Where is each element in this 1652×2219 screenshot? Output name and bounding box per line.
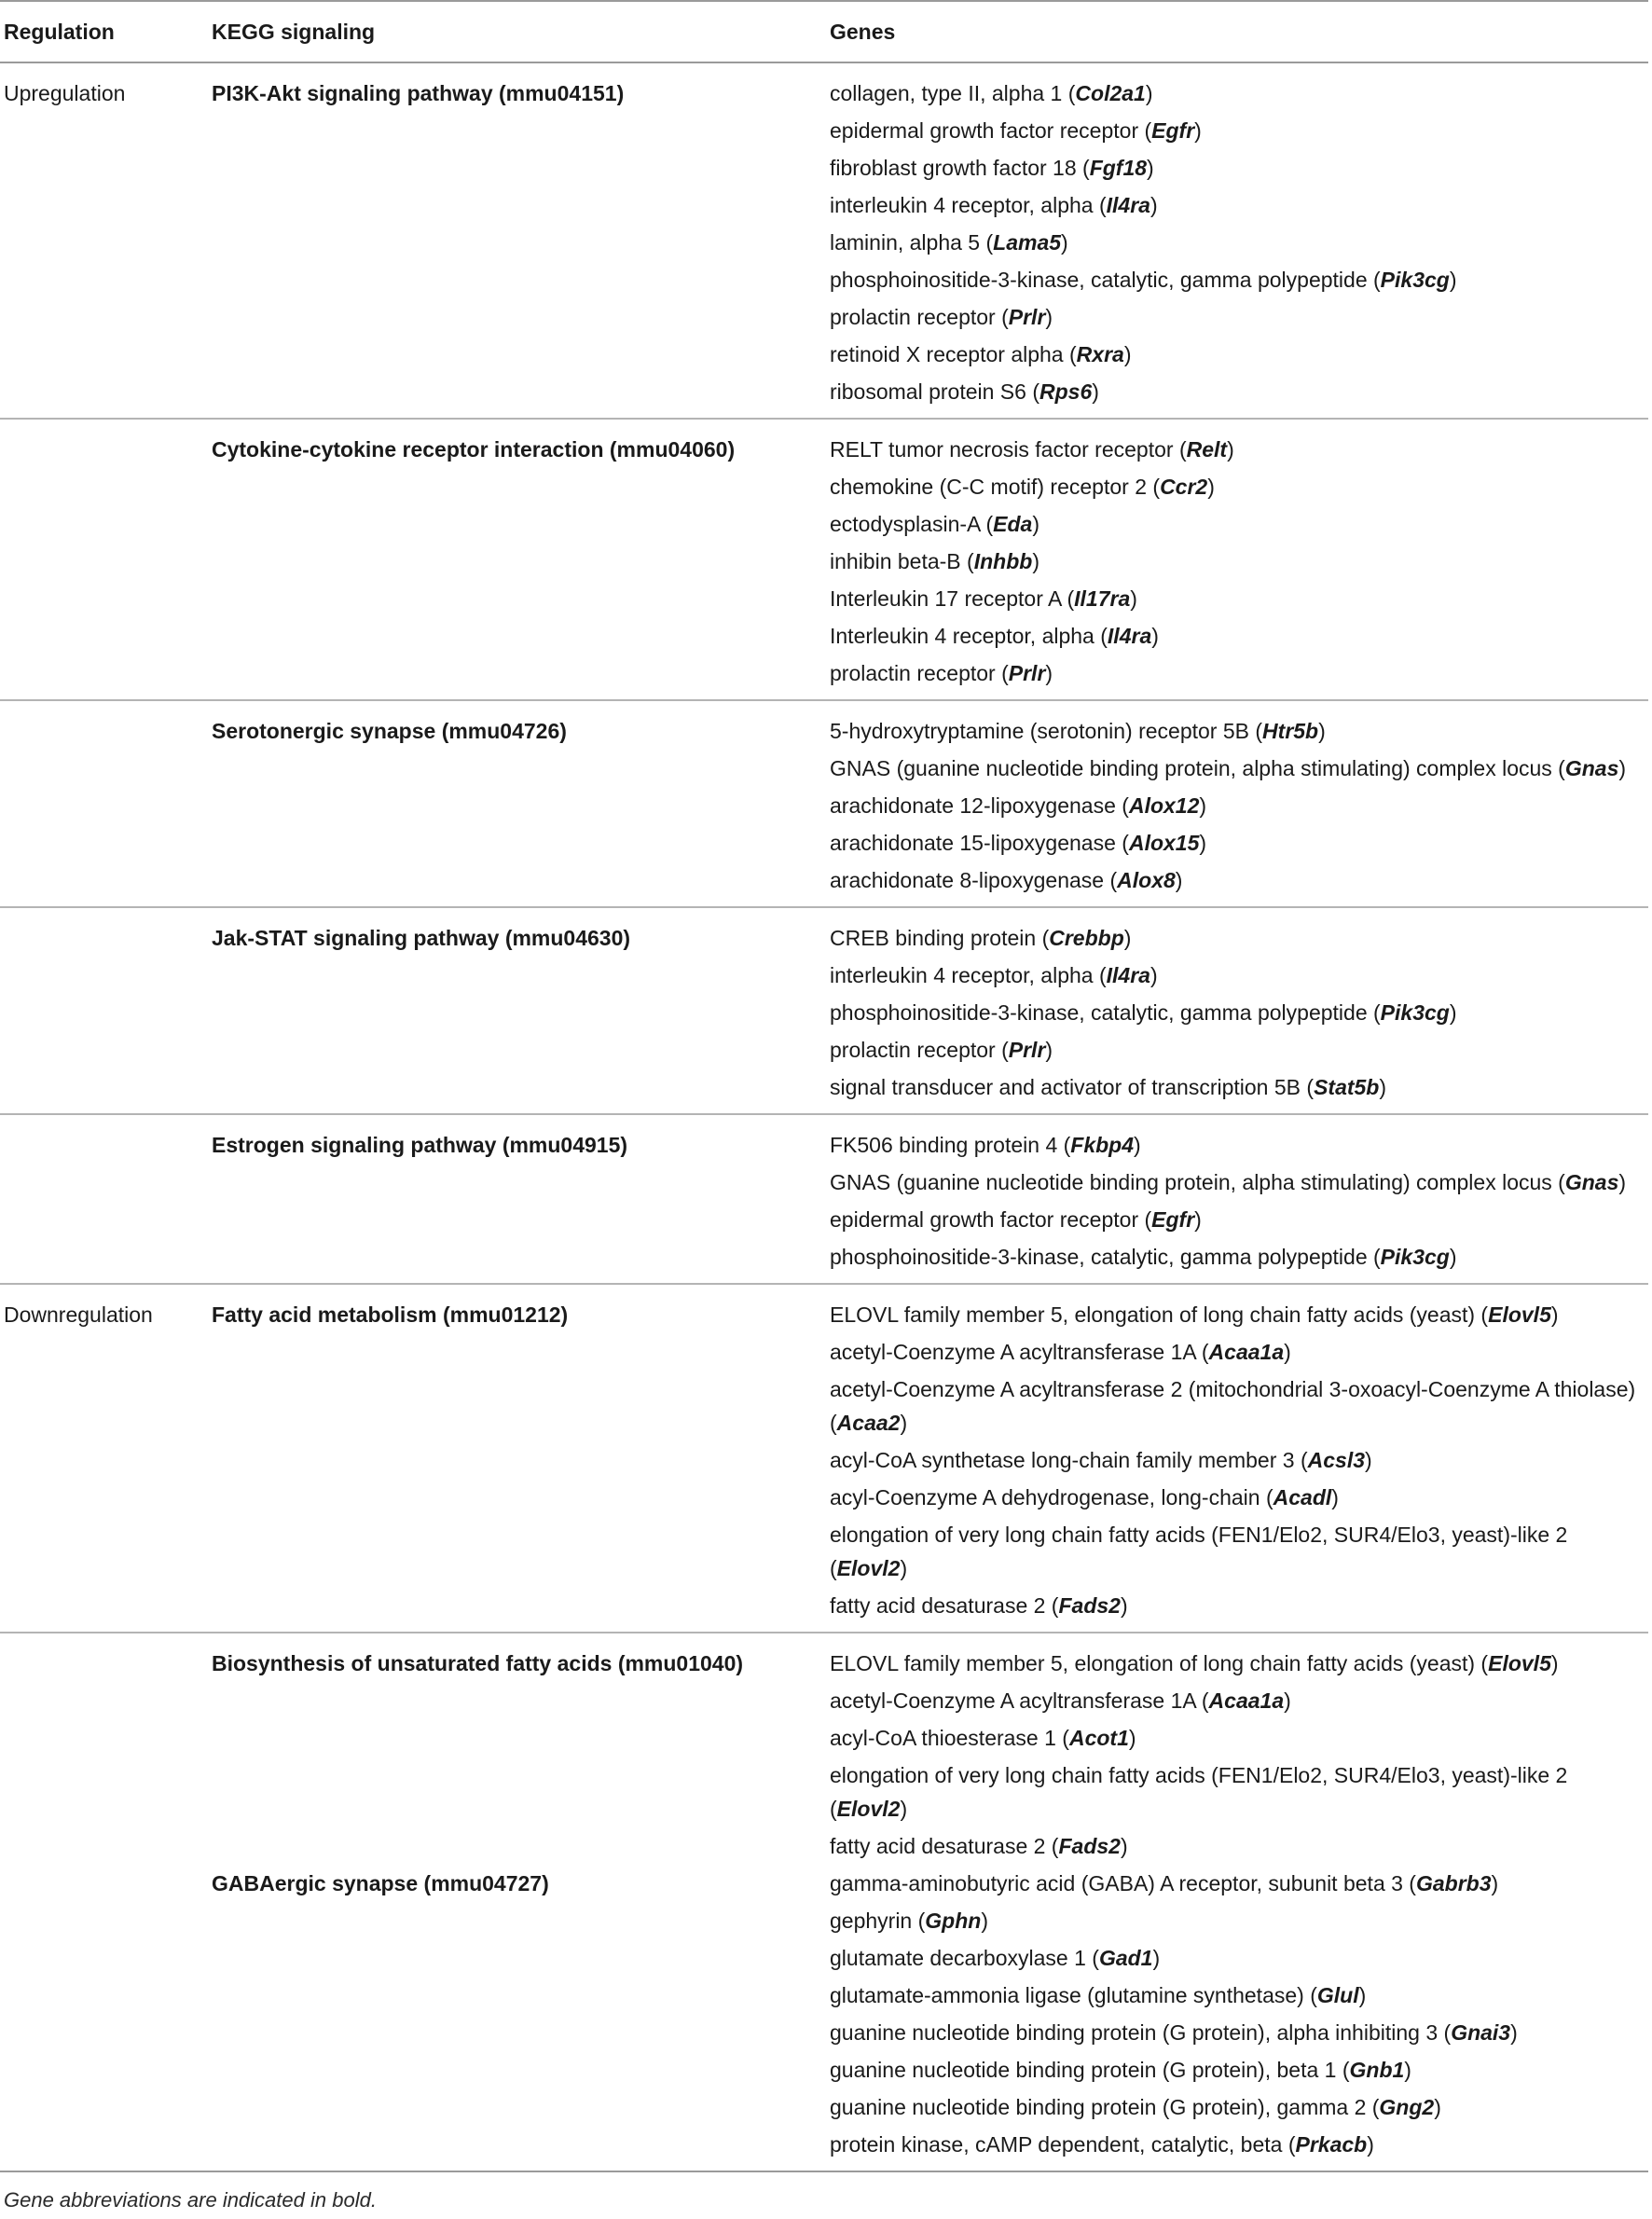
gene-name: prolactin receptor [830, 1038, 996, 1062]
gene-symbol: Alox15 [1128, 831, 1200, 855]
gene-entry: epidermal growth factor receptor (Egfr) [830, 1207, 1202, 1232]
genes-cell [830, 1865, 1648, 2171]
gene-symbol: Eda [993, 512, 1033, 536]
genes-cell [830, 62, 1648, 419]
gene-symbol: Gnas [1564, 1170, 1619, 1194]
gene-name: signal transducer and activator of transcription 5B [830, 1075, 1301, 1099]
gene-symbol: Stat5b [1314, 1075, 1380, 1099]
gene-entry: arachidonate 12-lipoxygenase (Alox12) [830, 793, 1207, 818]
gene-entry: fibroblast growth factor 18 (Fgf18) [830, 156, 1154, 180]
gene-symbol: Gabrb3 [1415, 1871, 1492, 1895]
gene-name: phosphoinositide-3-kinase, catalytic, gamma polypeptide [830, 1245, 1368, 1269]
table-row [0, 62, 1648, 419]
gene-name: FK506 binding protein 4 [830, 1133, 1058, 1157]
gene-symbol: Glul [1316, 1983, 1359, 2007]
gene-entry: epidermal growth factor receptor (Egfr) [830, 118, 1202, 143]
table-row [0, 419, 1648, 700]
gene-name: fatty acid desaturase 2 [830, 1834, 1046, 1858]
header-regulation: Regulation [0, 1, 212, 62]
gene-name: gephyrin [830, 1909, 913, 1933]
genes-cell [830, 1633, 1648, 1865]
gene-symbol: Acot1 [1068, 1726, 1129, 1750]
gene-name: arachidonate 12-lipoxygenase [830, 793, 1116, 818]
gene-symbol: Prlr [1008, 1038, 1046, 1062]
gene-name: glutamate-ammonia ligase (glutamine synthetase) [830, 1983, 1304, 2007]
gene-name: guanine nucleotide binding protein (G protein), alpha inhibiting 3 [830, 2020, 1439, 2045]
table-header [0, 1, 1648, 62]
gene-symbol: Prlr [1008, 305, 1046, 329]
gene-name: acetyl-Coenzyme A acyltransferase 1A [830, 1340, 1196, 1364]
gene-entry: acetyl-Coenzyme A acyltransferase 2 (mitochondrial 3-oxoacyl-Coenzyme A thiolase) (Acaa2) [830, 1377, 1636, 1435]
gene-entry: acyl-CoA thioesterase 1 (Acot1) [830, 1726, 1136, 1750]
table-row [0, 1633, 1648, 1865]
table-row [0, 907, 1648, 1114]
table-row [0, 700, 1648, 907]
gene-name: guanine nucleotide binding protein (G protein), gamma 2 [830, 2095, 1367, 2119]
gene-entry: glutamate decarboxylase 1 (Gad1) [830, 1946, 1161, 1970]
genes-cell [830, 1284, 1648, 1633]
gene-name: acyl-CoA thioesterase 1 [830, 1726, 1056, 1750]
gene-symbol: Inhbb [973, 549, 1033, 573]
gene-entry: Interleukin 17 receptor A (Il17ra) [830, 586, 1137, 611]
gene-name: Interleukin 17 receptor A [830, 586, 1062, 611]
gene-symbol: Relt [1186, 437, 1228, 462]
gene-name: phosphoinositide-3-kinase, catalytic, gamma polypeptide [830, 268, 1368, 292]
gene-symbol: Gng2 [1379, 2095, 1435, 2119]
gene-name: interleukin 4 receptor, alpha [830, 193, 1094, 217]
gene-entry: interleukin 4 receptor, alpha (Il4ra) [830, 963, 1158, 987]
gene-entry: arachidonate 15-lipoxygenase (Alox15) [830, 831, 1207, 855]
gene-name: laminin, alpha 5 [830, 230, 981, 255]
gene-entry: retinoid X receptor alpha (Rxra) [830, 342, 1132, 366]
gene-symbol: Acaa1a [1208, 1340, 1285, 1364]
gene-name: protein kinase, cAMP dependent, catalytic, beta [830, 2132, 1283, 2157]
pathway-cell: Biosynthesis of unsaturated fatty acids (mmu01040) [212, 1651, 744, 1675]
gene-symbol: Gphn [925, 1909, 982, 1933]
gene-name: elongation of very long chain fatty acids (FEN1/Elo2, SUR4/Elo3, yeast)-like 2 [830, 1763, 1568, 1787]
gene-name: ELOVL family member 5, elongation of long chain fatty acids (yeast) [830, 1651, 1476, 1675]
gene-symbol: Pik3cg [1380, 268, 1450, 292]
genes-cell [830, 419, 1648, 700]
gene-entry: ELOVL family member 5, elongation of long chain fatty acids (yeast) (Elovl5) [830, 1302, 1559, 1327]
gene-symbol: Pik3cg [1380, 1245, 1450, 1269]
pathway-cell: Cytokine-cytokine receptor interaction (mmu04060) [212, 419, 830, 700]
gene-symbol: Fads2 [1058, 1834, 1121, 1858]
gene-name: ectodysplasin-A [830, 512, 981, 536]
gene-symbol: Htr5b [1262, 719, 1319, 743]
gene-symbol: Acsl3 [1307, 1448, 1365, 1472]
gene-entry: prolactin receptor (Prlr) [830, 1038, 1053, 1062]
regulation-cell [0, 419, 212, 700]
gene-name: GNAS (guanine nucleotide binding protein, alpha stimulating) complex locus [830, 1170, 1552, 1194]
gene-symbol: Il4ra [1107, 624, 1152, 648]
regulation-cell [0, 1114, 212, 1284]
gene-name: inhibin beta-B [830, 549, 961, 573]
gene-name: glutamate decarboxylase 1 [830, 1946, 1086, 1970]
gene-entry: chemokine (C-C motif) receptor 2 (Ccr2) [830, 475, 1215, 499]
gene-symbol: Elovl2 [836, 1556, 901, 1580]
gene-name: acyl-CoA synthetase long-chain family member 3 [830, 1448, 1295, 1472]
gene-symbol: Il17ra [1074, 586, 1131, 611]
gene-symbol: Acaa1a [1208, 1688, 1285, 1713]
gene-entry: phosphoinositide-3-kinase, catalytic, gamma polypeptide (Pik3cg) [830, 1245, 1457, 1269]
gene-name: epidermal growth factor receptor [830, 118, 1139, 143]
gene-symbol: Elovl2 [836, 1797, 901, 1821]
table-footnote: Gene abbreviations are indicated in bold. [4, 2188, 377, 2212]
gene-entry: guanine nucleotide binding protein (G protein), gamma 2 (Gng2) [830, 2095, 1441, 2119]
gene-name: acetyl-Coenzyme A acyltransferase 2 (mitochondrial 3-oxoacyl-Coenzyme A thiolase) [830, 1377, 1636, 1401]
regulation-cell [0, 700, 212, 907]
regulation-cell: Downregulation [0, 1284, 212, 1633]
header-genes: Genes [830, 1, 1648, 62]
gene-name: arachidonate 8-lipoxygenase [830, 868, 1105, 892]
gene-symbol: Gad1 [1098, 1946, 1153, 1970]
gene-entry: glutamate-ammonia ligase (glutamine synthetase) (Glul) [830, 1983, 1367, 2007]
pathway-cell: PI3K-Akt signaling pathway (mmu04151) [212, 62, 830, 419]
gene-symbol: Prlr [1008, 661, 1046, 685]
gene-name: phosphoinositide-3-kinase, catalytic, gamma polypeptide [830, 1000, 1368, 1025]
gene-entry: ELOVL family member 5, elongation of long chain fatty acids (yeast) (Elovl5) [830, 1651, 1559, 1675]
gene-symbol: Gnai3 [1451, 2020, 1511, 2045]
gene-symbol: Col2a1 [1075, 81, 1146, 105]
gene-entry: signal transducer and activator of transcription 5B (Stat5b) [830, 1075, 1387, 1099]
gene-name: collagen, type II, alpha 1 [830, 81, 1063, 105]
gene-entry: fatty acid desaturase 2 (Fads2) [830, 1834, 1128, 1858]
gene-entry: inhibin beta-B (Inhbb) [830, 549, 1039, 573]
gene-name: retinoid X receptor alpha [830, 342, 1064, 366]
gene-entry: acyl-CoA synthetase long-chain family member 3 (Acsl3) [830, 1448, 1372, 1472]
genes-cell [830, 1114, 1648, 1284]
gene-name: epidermal growth factor receptor [830, 1207, 1139, 1232]
gene-entry: prolactin receptor (Prlr) [830, 305, 1053, 329]
gene-name: CREB binding protein [830, 926, 1037, 950]
gene-symbol: Fgf18 [1089, 156, 1148, 180]
gene-entry: 5-hydroxytryptamine (serotonin) receptor 5B (Htr5b) [830, 719, 1326, 743]
gene-symbol: Alox12 [1128, 793, 1200, 818]
gene-symbol: Elovl5 [1488, 1302, 1551, 1327]
pathway-cell: Fatty acid metabolism (mmu01212) [212, 1284, 830, 1633]
gene-entry: arachidonate 8-lipoxygenase (Alox8) [830, 868, 1183, 892]
gene-entry: elongation of very long chain fatty acids (FEN1/Elo2, SUR4/Elo3, yeast)-like 2 (Elovl2) [830, 1763, 1568, 1821]
gene-symbol: Prkacb [1295, 2132, 1368, 2157]
gene-entry: ribosomal protein S6 (Rps6) [830, 379, 1099, 404]
gene-name: fatty acid desaturase 2 [830, 1593, 1046, 1618]
gene-symbol: Il4ra [1106, 963, 1150, 987]
gene-entry: gamma-aminobutyric acid (GABA) A receptor, subunit beta 3 (Gabrb3) [830, 1871, 1499, 1895]
gene-symbol: Fkbp4 [1070, 1133, 1135, 1157]
gene-entry: acyl-Coenzyme A dehydrogenase, long-chain (Acadl) [830, 1485, 1339, 1509]
gene-entry: acetyl-Coenzyme A acyltransferase 1A (Acaa1a) [830, 1688, 1291, 1713]
gene-name: ELOVL family member 5, elongation of long chain fatty acids (yeast) [830, 1302, 1476, 1327]
pathway-cell: Jak-STAT signaling pathway (mmu04630) [212, 907, 830, 1114]
gene-name: prolactin receptor [830, 661, 996, 685]
gene-name: arachidonate 15-lipoxygenase [830, 831, 1116, 855]
gene-symbol: Elovl5 [1488, 1651, 1551, 1675]
gene-entry: laminin, alpha 5 (Lama5) [830, 230, 1068, 255]
gene-entry: phosphoinositide-3-kinase, catalytic, gamma polypeptide (Pik3cg) [830, 1000, 1457, 1025]
gene-entry: Interleukin 4 receptor, alpha (Il4ra) [830, 624, 1159, 648]
gene-entry: gephyrin (Gphn) [830, 1909, 989, 1933]
gene-symbol: Crebbp [1049, 926, 1124, 950]
gene-symbol: Il4ra [1106, 193, 1150, 217]
regulation-cell: Upregulation [0, 62, 212, 419]
gene-symbol: Rxra [1076, 342, 1124, 366]
gene-symbol: Fads2 [1058, 1593, 1121, 1618]
gene-name: RELT tumor necrosis factor receptor [830, 437, 1174, 462]
table-row [0, 1865, 1648, 2171]
regulation-cell [0, 1633, 212, 1865]
gene-symbol: Rps6 [1039, 379, 1093, 404]
gene-entry: FK506 binding protein 4 (Fkbp4) [830, 1133, 1141, 1157]
gene-entry: collagen, type II, alpha 1 (Col2a1) [830, 81, 1153, 105]
genes-cell [830, 907, 1648, 1114]
gene-name: acetyl-Coenzyme A acyltransferase 1A [830, 1688, 1196, 1713]
gene-symbol: Gnb1 [1349, 2058, 1405, 2082]
gene-symbol: Lama5 [993, 230, 1062, 255]
gene-symbol: Gnas [1564, 756, 1619, 780]
gene-entry: RELT tumor necrosis factor receptor (Relt) [830, 437, 1234, 462]
gene-name: prolactin receptor [830, 305, 996, 329]
gene-name: chemokine (C-C motif) receptor 2 [830, 475, 1147, 499]
gene-name: GNAS (guanine nucleotide binding protein, alpha stimulating) complex locus [830, 756, 1552, 780]
gene-entry: prolactin receptor (Prlr) [830, 661, 1053, 685]
gene-name: gamma-aminobutyric acid (GABA) A receptor, subunit beta 3 [830, 1871, 1403, 1895]
table-row [0, 1284, 1648, 1633]
table-body [0, 62, 1648, 2171]
gene-entry: phosphoinositide-3-kinase, catalytic, gamma polypeptide (Pik3cg) [830, 268, 1457, 292]
gene-symbol: Egfr [1151, 1207, 1195, 1232]
gene-symbol: Pik3cg [1380, 1000, 1450, 1025]
gene-symbol: Acadl [1273, 1485, 1332, 1509]
regulation-cell [0, 907, 212, 1114]
gene-entry: interleukin 4 receptor, alpha (Il4ra) [830, 193, 1158, 217]
gene-symbol: Alox8 [1117, 868, 1176, 892]
gene-name: 5-hydroxytryptamine (serotonin) receptor 5B [830, 719, 1249, 743]
gene-symbol: Acaa2 [836, 1411, 901, 1435]
header-row [0, 1, 1648, 62]
gene-entry: GNAS (guanine nucleotide binding protein, alpha stimulating) complex locus (Gnas) [830, 756, 1627, 780]
pathway-cell: GABAergic synapse (mmu04727) [212, 1865, 830, 2171]
pathway-cell: Serotonergic synapse (mmu04726) [212, 700, 830, 907]
gene-entry: CREB binding protein (Crebbp) [830, 926, 1132, 950]
gene-entry: ectodysplasin-A (Eda) [830, 512, 1040, 536]
gene-entry: GNAS (guanine nucleotide binding protein, alpha stimulating) complex locus (Gnas) [830, 1170, 1627, 1194]
gene-symbol: Ccr2 [1160, 475, 1208, 499]
gene-entry: elongation of very long chain fatty acids (FEN1/Elo2, SUR4/Elo3, yeast)-like 2 (Elovl2) [830, 1523, 1568, 1580]
header-kegg-signaling: KEGG signaling [212, 1, 830, 62]
genes-cell [830, 700, 1648, 907]
gene-entry: guanine nucleotide binding protein (G protein), alpha inhibiting 3 (Gnai3) [830, 2020, 1518, 2045]
gene-entry: guanine nucleotide binding protein (G protein), beta 1 (Gnb1) [830, 2058, 1411, 2082]
gene-name: acyl-Coenzyme A dehydrogenase, long-chain [830, 1485, 1260, 1509]
pathway-cell: Estrogen signaling pathway (mmu04915) [212, 1114, 830, 1284]
gene-name: elongation of very long chain fatty acids (FEN1/Elo2, SUR4/Elo3, yeast)-like 2 [830, 1523, 1568, 1547]
gene-name: interleukin 4 receptor, alpha [830, 963, 1094, 987]
table-row [0, 1114, 1648, 1284]
gene-entry: protein kinase, cAMP dependent, catalytic, beta (Prkacb) [830, 2132, 1374, 2157]
gene-name: ribosomal protein S6 [830, 379, 1026, 404]
gene-symbol: Egfr [1151, 118, 1195, 143]
gene-entry: fatty acid desaturase 2 (Fads2) [830, 1593, 1128, 1618]
gene-name: guanine nucleotide binding protein (G protein), beta 1 [830, 2058, 1337, 2082]
regulation-cell [0, 1865, 212, 2171]
gene-name: Interleukin 4 receptor, alpha [830, 624, 1094, 648]
gene-entry: acetyl-Coenzyme A acyltransferase 1A (Acaa1a) [830, 1340, 1291, 1364]
gene-name: fibroblast growth factor 18 [830, 156, 1077, 180]
